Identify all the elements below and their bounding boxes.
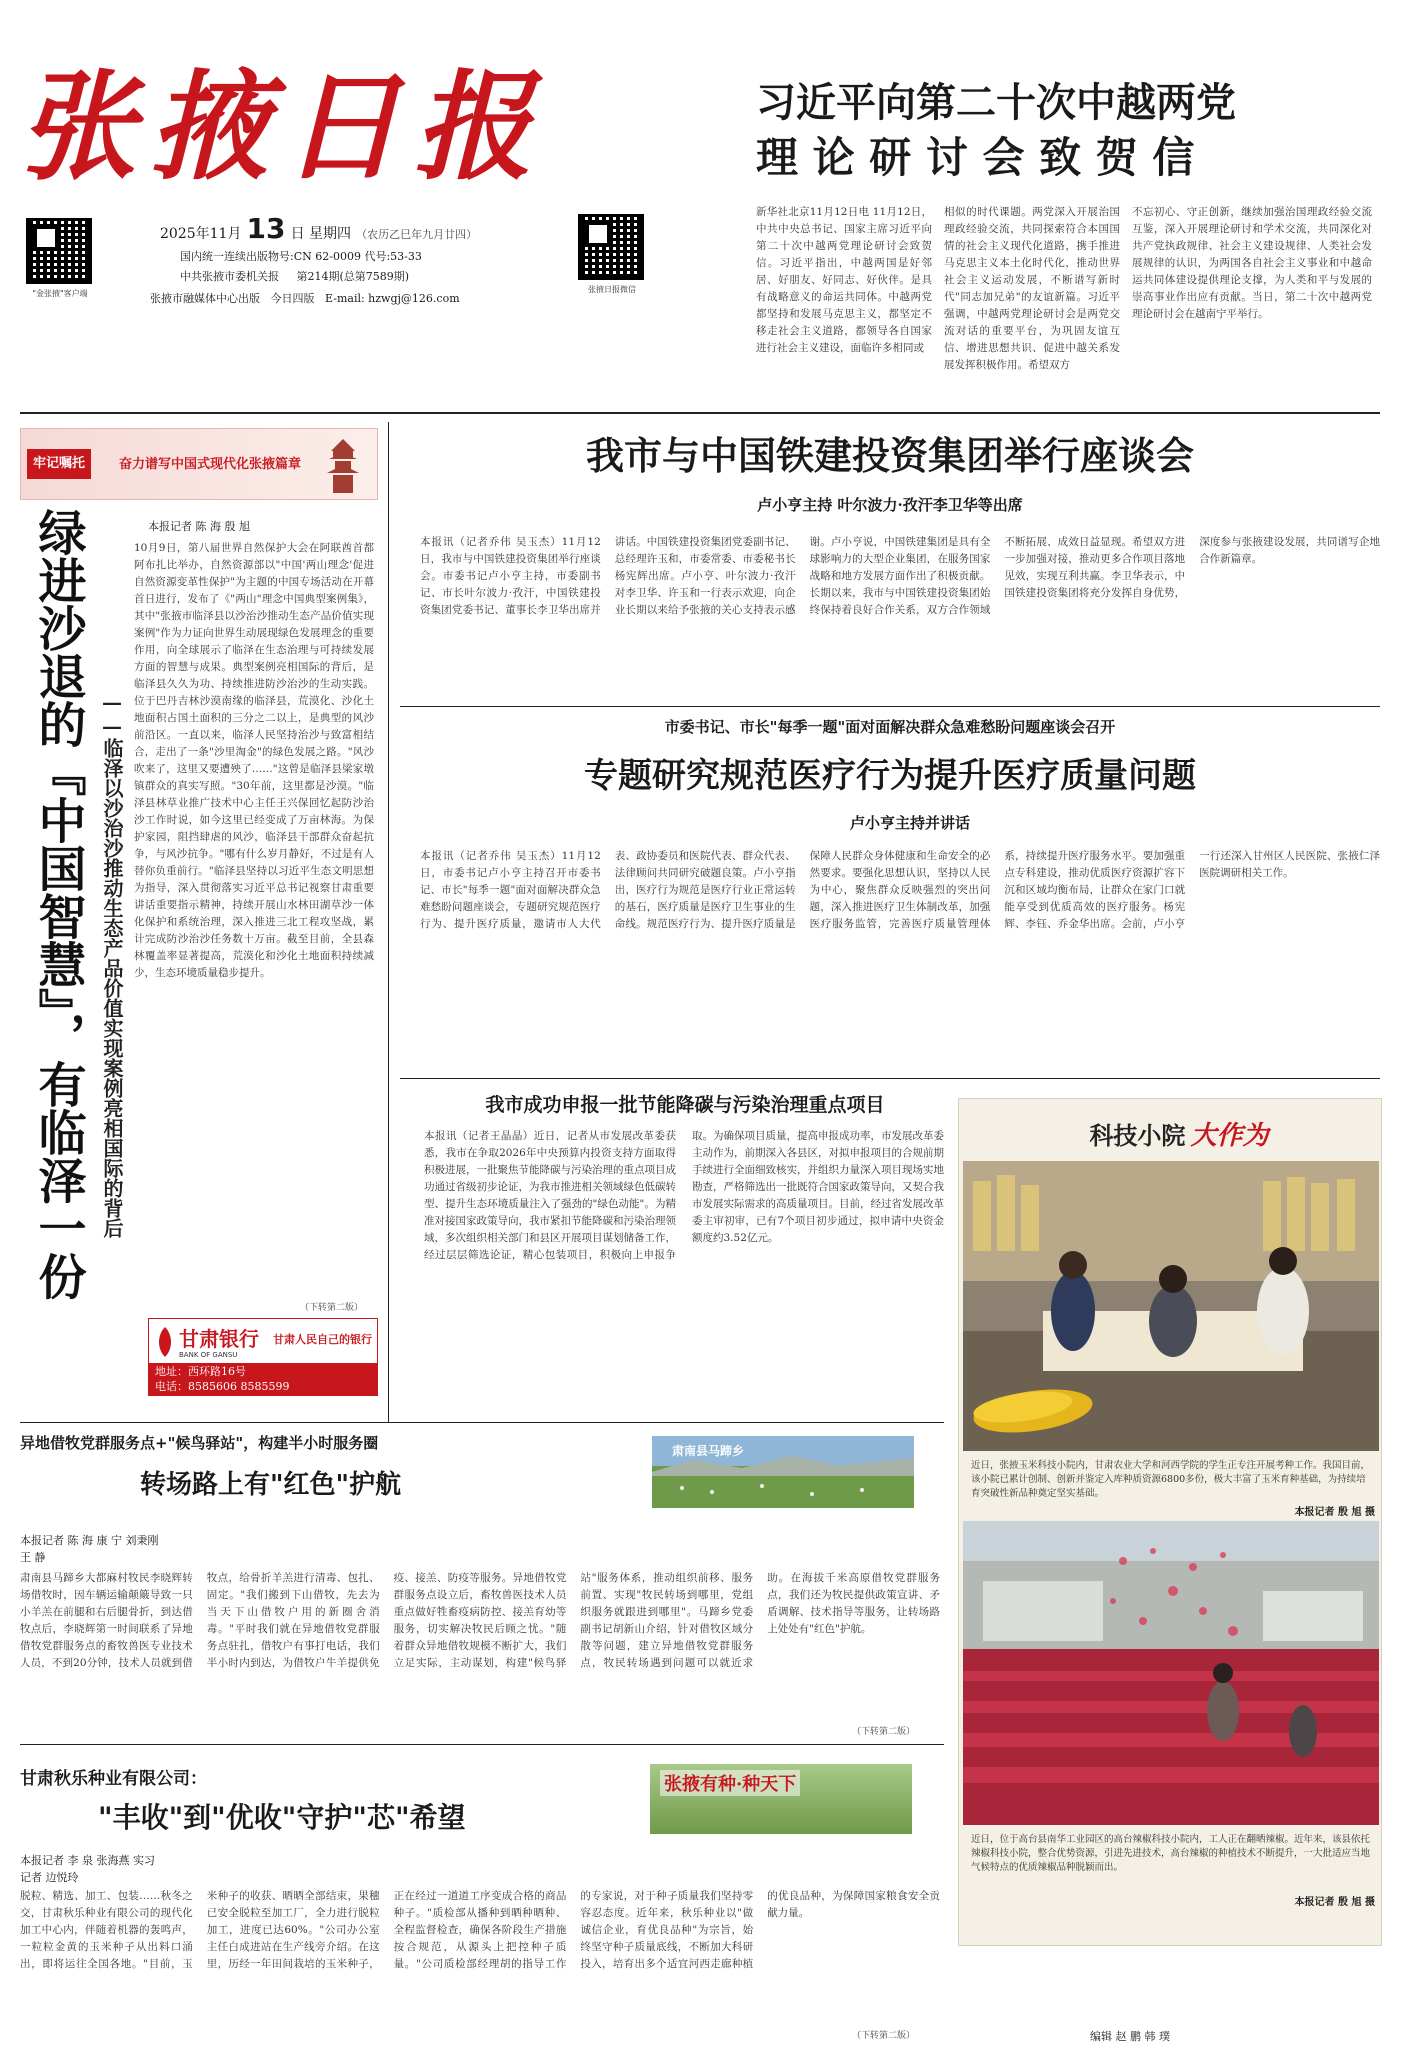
publisher: 张掖市融媒体中心出版	[150, 292, 260, 305]
lead-col-2: 相似的时代课题。两党深入开展治国理政经验交流，共同探索符合本国国情的社会主义现代化道路，携手推进马克思主义本土化时代化，推动世界社会主义运动发展，不断谱写新时代"同志加兄弟"的友谊新篇。习近平强调，中越两党理论研讨会是两党交流对话的重要平台，为巩固友谊互信、增进思想共识、促进中越关系发展发挥积极作用。希望双方	[944, 206, 1120, 371]
banner-text: 奋力谱写中国式现代化张掖篇章	[119, 457, 302, 472]
feature-body: 10月9日，第八届世界自然保护大会在阿联酋首都阿布扎比举办，自然资源部以"中国'两山理念'促进自然资源变革性保护"为主题的中国专场活动在开幕首日进行，发布了《"两山"理念中国典型案例集》，其中"张掖市临泽县以沙治沙推动生态产品价值实现案例"作为力证向世界生动展现绿色发展理念的重要作用，向全球展示了临泽在生态治理与可持续发展方面的智慧与成果。典型案例亮相国际的背后，是临泽县久久为功、持续推进防沙治沙的生动实践。位于巴丹吉林沙漠南缘的临泽县，荒漠化、沙化土地面积占国土面积的三分之二以上，是典型的风沙前沿区。一直以来，临泽人民坚持治沙与致富相结合，走出了一条"沙里淘金"的绿色发展之路。"风沙吹来了，这里又要遭殃了……"这曾是临泽县梁家墩镇群众的真实写照。"30年前，这里都是沙漠。"临泽县林草业推广技术中心主任王兴保回忆起防沙治沙工作时说，如今这里已经变成了万亩林海。为保护家园，阻挡肆虐的风沙，临泽县干部群众奋起抗争，与风沙抗争。"哪有什么岁月静好，不过是有人替你负重前行。"临泽县坚持以习近平生态文明思想为指导，深入贯彻落实习近平总书记视察甘肃重要讲话重要指示精神，持续开展山水林田湖草沙一体化保护和系统治理，深入推进三北工程攻坚战，累计完成防沙治沙任务数十万亩。截至目前，全县森林覆盖率显著提高，荒漠化和沙化土地面积持续减少，生态环境质量稳步提升。	[134, 542, 374, 979]
corn-credit: 本报记者 殷 旭 摄	[1294, 1507, 1375, 1518]
chili-drying-photo	[963, 1521, 1379, 1825]
issn-line: 国内统一连续出版物号:CN 62-0009 代号:53-33	[180, 250, 422, 263]
relay-divider-top	[20, 1422, 944, 1423]
feature-banner	[20, 428, 378, 500]
feature-headline: 绿进沙退的『中国智慧』，有临泽一份	[30, 508, 86, 1300]
relay-body: 肃南县马蹄乡大都麻村牧民李晓辉转场借牧时，因车辆运输颠簸导致一只小羊羔在前腿和右后腿骨折，到达借牧点后，李晓辉第一时间联系了异地借牧党群服务点的畜牧兽医专业技术人员，不到20分钟，技术人员就到借牧点，给骨折羊羔进行清毒、包扎、固定。"我们搬到下山借牧，先去为当天下山借牧户用的新圈舍消毒。"平时我们就在异地借牧党群服务点驻扎，借牧户有事打电话，我们半小时内到达，为借牧户牛羊提供免疫、接羔、防疫等服务。异地借牧党群服务点设立后，畜牧兽医技术人员重点做好牲畜疫病防控、接羔育幼等服务，切实解决牧民后顾之忧。"随着群众异地借牧规模不断扩大，我们立足实际，主动谋划，构建"候鸟驿站"服务体系，推动组织前移、服务前置、实现"牧民转场到哪里，党组织服务就跟进到哪里"。马蹄乡党委副书记胡新山介绍，针对借牧区域分散等问题，建立异地借牧党群服务点，牧民转场遇到问题可以就近求助。在海拔千米高原借牧党群服务点，我们还为牧民提供政策宣讲、矛盾调解、技术指导等服务，让转场路上处处有"红色"护航。	[20, 1572, 940, 1669]
lead-headline-2: 理 论 研 讨 会 致 贺 信	[756, 133, 1195, 182]
qr-left-caption: "金张掖"客户端	[32, 289, 88, 298]
chili-caption: 近日，位于高台县南华工业园区的高台辣椒科技小院内，工人正在翻晒辣椒。近年来，该县依托辣椒科技小院，整合优势资源，引进先进技术，高台辣椒的种植技术不断提升，一大批适应当地气候特点的优质辣椒品种脱颖而出。	[971, 1834, 1371, 1873]
seed-continued: （下转第二版）	[852, 2031, 916, 2041]
masthead-title: 张掖日报	[18, 57, 547, 196]
keji-title	[1049, 1115, 1309, 1152]
corn-lab-photo	[963, 1161, 1379, 1451]
tiejian-body: 本报讯（记者乔伟 吴玉杰）11月12日，我市与中国铁建投资集团举行座谈会。市委书记卢小亨主持，市委副书记、市长叶尔波力·孜汗，中国铁建投资集团党委书记、董事长李卫华出席并讲话。中国铁建投资集团党委副书记、总经理许玉和，市委常委、市委秘书长杨宪辉出席。卢小亨、叶尔波力·孜汗对李卫华、许玉和一行表示欢迎，向企业长期以来给予张掖的关心支持表示感谢。卢小亨说，中国铁建集团是具有全球影响力的大型企业集团，在服务国家战略和地方发展方面作出了积极贡献。长期以来，我市与中国铁建投资集团始终保持着良好合作关系，双方合作领域不断拓展、成效日益显现。希望双方进一步加强对接，推动更多合作项目落地见效，实现互利共赢。李卫华表示，中国铁建投资集团将充分发挥自身优势，深度参与张掖建设发展，共同谱写企地合作新篇章。	[420, 536, 1380, 616]
lead-headline-1: 习近平向第二十次中越两党	[756, 79, 1236, 126]
tiejian-subhead: 卢小亨主持 叶尔波力·孜汗李卫华等出席	[757, 496, 1023, 514]
sponsor-line	[180, 268, 580, 284]
bank-name: 甘肃银行	[179, 1327, 259, 1351]
date-lunar: （农历乙巳年九月廿四）	[356, 228, 478, 241]
relay-continued: （下转第二版）	[852, 1727, 916, 1737]
qr-code-right	[578, 214, 644, 280]
lead-col-3: 不忘初心、守正创新，继续加强治国理政经验交流互鉴，深入开展理论研讨和学术交流，共同深化对共产党执政规律、社会主义建设规律、人类社会发展规律的认识，为两国各自社会主义事业和中越命运共同体建设提供理论支撑，为人类和平与发展的崇高事业作出应有贡献。当日，第二十次中越两党理论研讨会在越南宁平举行。	[1132, 206, 1372, 320]
energy-body: 本报讯（记者王晶晶）近日，记者从市发展改革委获悉，我市在争取2026年中央预算内投资支持方面取得积极进展，一批聚焦节能降碳与污染治理的重点项目成功通过省级初步论证，为我市推进相关领域绿色低碳转型、提升生态环境质量注入了强劲的"绿色动能"。为精准对接国家政策导向，我市紧扣节能降碳和污染治理领域，多次组织相关部门和县区开展项目谋划储备工作，经过层层筛选论证，精心包装项目，积极向上申报争取。为确保项目质量，提高申报成功率，市发展改革委主动作为，前期深入各县区，对拟申报项目的合规前期手续进行全面细致核实，并组织力量深入项目现场实地勘查，严格筛选出一批既符合国家政策导向，又契合我市发展实际需求的高质量项目。目前，经过省发展改革委主审初审，已有7个项目初步通过，拟申请中央资金额度约3.52亿元。	[424, 1130, 944, 1261]
relay-kicker: 异地借牧党群服务点+"候鸟驿站"，构建半小时服务圈	[20, 1434, 379, 1452]
keji-title-b: 大作为	[1190, 1121, 1269, 1151]
page-count: 今日四版	[270, 292, 315, 305]
corn-caption: 近日，张掖玉米科技小院内，甘肃农业大学和河西学院的学生正专注开展考种工作。我国目前，该小院已累计创制、创新并鉴定入库种质资源6800多份，极大丰富了玉米育种基础，为持续培育突破性新品种奠定坚实基础。	[971, 1460, 1371, 1499]
tower-icon	[323, 437, 363, 495]
bank-address: 地址：西环路16号	[155, 1365, 246, 1378]
relay-byline: 本报记者 陈 海 康 宁 刘秉刚 王 静	[20, 1534, 159, 1564]
bank-en: BANK OF GANSU	[179, 1351, 238, 1359]
publisher-line	[150, 290, 570, 306]
date-line	[160, 212, 570, 245]
sponsor: 中共张掖市委机关报	[180, 270, 279, 283]
lead-col-1: 新华社北京11月12日电 11月12日，中共中央总书记、国家主席习近平向第二十次中越两党理论研讨会致贺信。习近平指出，中越两国是好邻居、好朋友、好同志、好伙伴。是具有战略意义的命运共同体。中越两党都坚持和发展马克思主义，都坚定不移走社会主义道路，都领导各自国家进行社会主义建设，面临许多相同或	[756, 206, 932, 354]
medical-headline: 专题研究规范医疗行为提升医疗质量问题	[584, 756, 1196, 796]
medical-divider	[400, 1078, 1380, 1079]
feature-byline: 本报记者 陈 海 殷 旭	[148, 520, 250, 533]
tiejian-divider	[400, 706, 1380, 707]
qr-code-left	[26, 218, 92, 284]
keji-box	[958, 1098, 1382, 1946]
bank-ad	[148, 1318, 378, 1396]
issue-number: 第214期(总第7589期)	[296, 270, 410, 283]
seed-kicker: 甘肃秋乐种业有限公司：	[20, 1769, 207, 1789]
medical-kicker: 市委书记、市长"每季一题"面对面解决群众急难愁盼问题座谈会召开	[664, 718, 1116, 736]
date-month: 2025年11月	[160, 226, 242, 242]
feature-continued: （下转第二版）	[300, 1303, 364, 1313]
medical-body: 本报讯（记者乔伟 吴玉杰）11月12日，市委书记卢小亨主持召开市委书记、市长"每季一题"面对面解决群众急难愁盼问题座谈会，专题研究规范医疗行为、提升医疗质量，邀请市人大代表、政协委员和医院代表、群众代表、法律顾问共同研究破题良策。卢小亨指出，医疗行为规范是医疗行业正常运转的基石，医疗质量是医疗卫生事业的生命线。规范医疗行为、提升医疗质量是保障人民群众身体健康和生命安全的必然要求。要强化思想认识，坚持以人民为中心，聚焦群众反映强烈的突出问题，深入推进医疗卫生体制改革，加强医疗服务监管，完善医疗质量管理体系，持续提升医疗服务水平。要加强重点专科建设，推动优质医疗资源扩容下沉和区域均衡布局，让群众在家门口就能享受到优质高效的医疗服务。杨宪辉、李钰、乔金华出席。会前，卢小亨一行还深入甘州区人民医院、张掖仁泽医院调研相关工作。	[420, 850, 1380, 930]
grassland-photo	[652, 1436, 914, 1508]
left-col-divider	[388, 422, 389, 1422]
seed-headline: "丰收"到"优收"守护"芯"希望	[98, 1801, 466, 1834]
medical-subhead: 卢小亨主持并讲话	[849, 814, 970, 832]
feature-subheadline: ——临泽以沙治沙推动生态产品价值实现案例亮相国际的背后	[100, 690, 124, 1238]
seed-banner	[650, 1764, 912, 1834]
seed-divider-top	[20, 1744, 944, 1745]
editor-line: 编辑 赵 鹏 韩 璞	[1090, 2030, 1170, 2043]
email: E-mail: hzwgj@126.com	[325, 292, 460, 305]
date-day: 13	[246, 212, 286, 245]
seed-banner-text: 张掖有种·种天下	[660, 1770, 800, 1796]
relay-headline: 转场路上有"红色"护航	[140, 1470, 402, 1500]
date-weekday: 日 星期四	[290, 226, 352, 242]
tiejian-headline: 我市与中国铁建投资集团举行座谈会	[585, 433, 1194, 478]
chili-credit: 本报记者 殷 旭 摄	[1294, 1897, 1375, 1908]
seed-byline: 本报记者 李 泉 张海燕 实习记者 边悦玲	[20, 1854, 155, 1884]
bank-logo-icon	[155, 1327, 175, 1357]
bank-slogan: 甘肃人民自己的银行	[273, 1333, 372, 1346]
masthead-divider	[20, 412, 1380, 414]
bank-contact	[149, 1363, 377, 1395]
banner-tag: 牢记嘱托	[27, 449, 91, 479]
grassland-caption: 肃南县马蹄乡	[672, 1444, 745, 1458]
bank-phone: 电话：8585606 8585599	[155, 1380, 290, 1393]
qr-right-caption: 张掖日报微信	[588, 285, 636, 294]
energy-headline: 我市成功申报一批节能降碳与污染治理重点项目	[485, 1094, 885, 1116]
seed-body: 脱粒、精选、加工、包装……秋冬之交，甘肃秋乐种业有限公司的现代化加工中心内，伴随着机器的轰鸣声，一粒粒金黄的玉米种子从出料口涌出，即将运往全国各地。"目前，玉米种子的收获、晒晒全部结束，果穗已安全脱粒至加工厂，全力进行脱粒加工，进度已达60%。"公司办公室主任白成进站在生产线旁介绍。在这里，历经一年田间栽培的玉米种子，正在经过一道道工序变成合格的商品种子。"质检部从播种到晒种晒种、全程监督检查，确保各阶段生产措施按合规范，从源头上把控种子质量。"公司质检部经理胡的指导工作的专家说，对于种子质量我们坚持零容忍态度。近年来，秋乐种业以"做诚信企业，育优良品种"为宗旨，始终坚守种子质量底线，不断加大科研投入，培育出多个适宜河西走廊种植的优良品种，为保障国家粮食安全贡献力量。	[20, 1890, 940, 1970]
keji-title-a: 科技小院	[1089, 1121, 1186, 1150]
